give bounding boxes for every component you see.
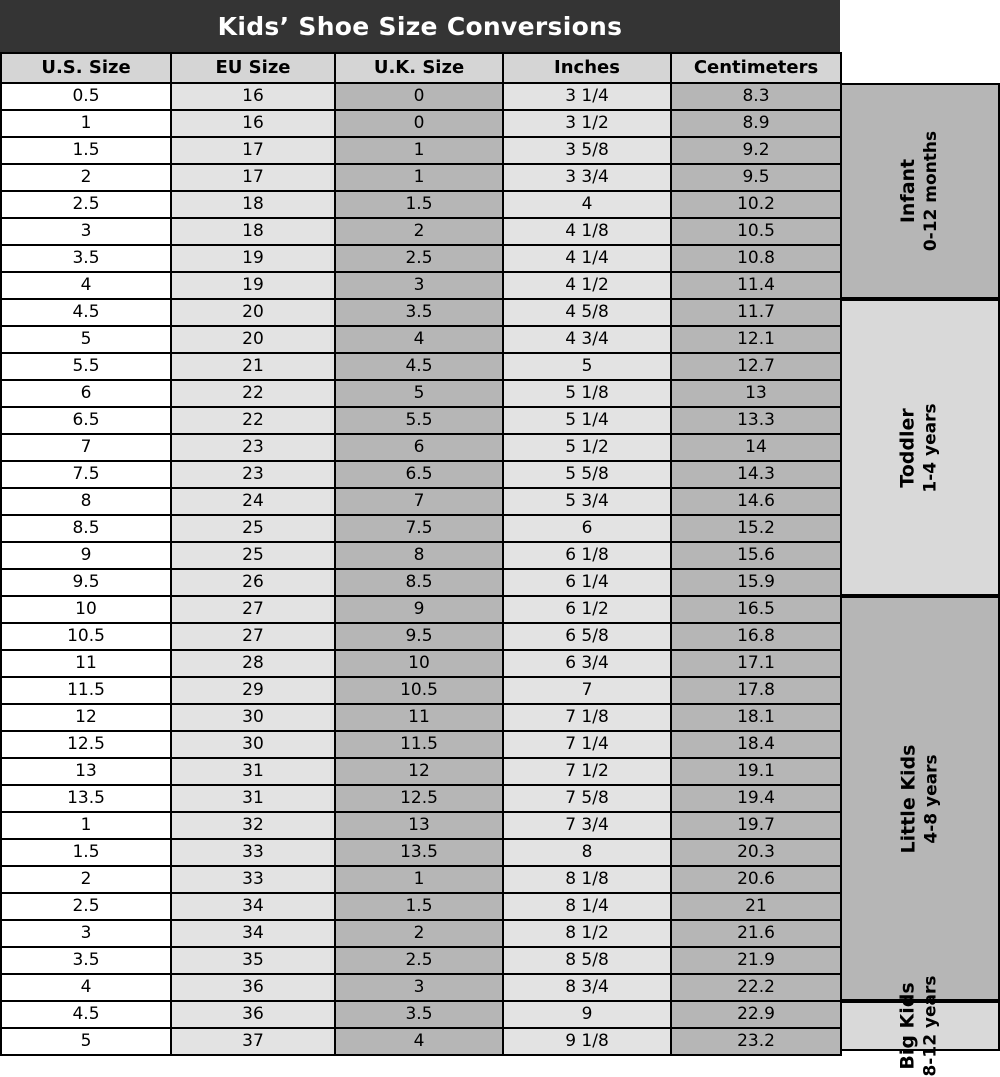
table-cell: 10.8 [671, 245, 841, 272]
table-cell: 3.5 [1, 947, 171, 974]
table-cell: 2.5 [1, 893, 171, 920]
table-cell: 7.5 [335, 515, 503, 542]
group-band-little-kids [840, 596, 1000, 1001]
table-cell: 13 [671, 380, 841, 407]
table-cell: 16 [171, 110, 335, 137]
table-cell: 3.5 [335, 299, 503, 326]
table-row [1, 839, 841, 866]
table-row [1, 380, 841, 407]
table-cell: 2.5 [335, 947, 503, 974]
table-cell: 0 [335, 110, 503, 137]
table-cell: 6 1/8 [503, 542, 671, 569]
table-row [1, 164, 841, 191]
table-cell: 25 [171, 542, 335, 569]
table-cell: 17.1 [671, 650, 841, 677]
table-cell: 11 [335, 704, 503, 731]
table-cell: 12.7 [671, 353, 841, 380]
table-cell: 0 [335, 83, 503, 110]
table-cell: 28 [171, 650, 335, 677]
table-row [1, 758, 841, 785]
table-cell: 1.5 [335, 893, 503, 920]
table-cell: 10 [335, 650, 503, 677]
table-cell: 19.7 [671, 812, 841, 839]
column-header-uk-size: U.K. Size [335, 53, 503, 83]
table-cell: 4 1/2 [503, 272, 671, 299]
table-cell: 19 [171, 245, 335, 272]
table-cell: 13 [335, 812, 503, 839]
table-cell: 29 [171, 677, 335, 704]
table-row [1, 1028, 841, 1055]
table-cell: 33 [171, 839, 335, 866]
table-cell: 20 [171, 326, 335, 353]
table-cell: 1 [335, 164, 503, 191]
table-cell: 22 [171, 407, 335, 434]
table-cell: 8.9 [671, 110, 841, 137]
table-row [1, 137, 841, 164]
table-cell: 13.5 [1, 785, 171, 812]
table-cell: 22.2 [671, 974, 841, 1001]
table-cell: 19.4 [671, 785, 841, 812]
table-cell: 11.5 [335, 731, 503, 758]
table-cell: 4.5 [335, 353, 503, 380]
table-cell: 3 3/4 [503, 164, 671, 191]
table-cell: 24 [171, 488, 335, 515]
table-cell: 8.3 [671, 83, 841, 110]
table-cell: 5.5 [335, 407, 503, 434]
column-header-us-size: U.S. Size [1, 53, 171, 83]
table-cell: 8 1/4 [503, 893, 671, 920]
table-row [1, 677, 841, 704]
table-cell: 8 [503, 839, 671, 866]
table-cell: 17.8 [671, 677, 841, 704]
table-cell: 21 [671, 893, 841, 920]
table-cell: 7 3/4 [503, 812, 671, 839]
table-cell: 5 1/8 [503, 380, 671, 407]
table-cell: 14 [671, 434, 841, 461]
table-row [1, 191, 841, 218]
table-cell: 9 [503, 1001, 671, 1028]
table-cell: 32 [171, 812, 335, 839]
table-cell: 3 1/4 [503, 83, 671, 110]
table-cell: 30 [171, 704, 335, 731]
table-cell: 22.9 [671, 1001, 841, 1028]
table-cell: 12.1 [671, 326, 841, 353]
table-cell: 35 [171, 947, 335, 974]
table-cell: 11.5 [1, 677, 171, 704]
table-cell: 4 3/4 [503, 326, 671, 353]
table-cell: 2 [1, 866, 171, 893]
column-header-inches: Inches [503, 53, 671, 83]
table-cell: 18.1 [671, 704, 841, 731]
table-row [1, 110, 841, 137]
table-cell: 11.4 [671, 272, 841, 299]
table-cell: 34 [171, 920, 335, 947]
table-cell: 12.5 [1, 731, 171, 758]
table-cell: 10 [1, 596, 171, 623]
table-row [1, 353, 841, 380]
table-cell: 6 3/4 [503, 650, 671, 677]
group-ages-toddler: 1-4 years [921, 402, 941, 493]
table-row [1, 866, 841, 893]
group-ages-little-kids: 4-8 years [920, 753, 941, 844]
table-cell: 8 1/2 [503, 920, 671, 947]
table-cell: 8.5 [1, 515, 171, 542]
table-cell: 20.6 [671, 866, 841, 893]
table-cell: 9 [1, 542, 171, 569]
group-name-big-kids: Big Kids [896, 982, 919, 1070]
table-row [1, 83, 841, 110]
table-cell: 7 5/8 [503, 785, 671, 812]
table-cell: 4 1/8 [503, 218, 671, 245]
table-cell: 15.9 [671, 569, 841, 596]
table-cell: 21.6 [671, 920, 841, 947]
group-name-little-kids: Little Kids [896, 744, 919, 853]
column-header-centimeters: Centimeters [671, 53, 841, 83]
table-cell: 17 [171, 137, 335, 164]
table-cell: 5 3/4 [503, 488, 671, 515]
table-cell: 27 [171, 596, 335, 623]
table-cell: 12.5 [335, 785, 503, 812]
group-band-infant [840, 83, 1000, 299]
table-cell: 3 [335, 272, 503, 299]
table-row [1, 1001, 841, 1028]
table-cell: 2 [335, 920, 503, 947]
table-cell: 0.5 [1, 83, 171, 110]
table-cell: 31 [171, 785, 335, 812]
table-cell: 14.3 [671, 461, 841, 488]
group-ages-big-kids: 8-12 years [920, 975, 941, 1077]
column-header-eu-size: EU Size [171, 53, 335, 83]
table-cell: 31 [171, 758, 335, 785]
table-cell: 5.5 [1, 353, 171, 380]
table-cell: 1 [1, 812, 171, 839]
table-row [1, 326, 841, 353]
table-cell: 4 [335, 326, 503, 353]
table-cell: 4 [503, 191, 671, 218]
table-cell: 9.2 [671, 137, 841, 164]
table-cell: 4 [1, 974, 171, 1001]
table-cell: 19.1 [671, 758, 841, 785]
table-row [1, 272, 841, 299]
table-cell: 1.5 [335, 191, 503, 218]
table-cell: 9.5 [1, 569, 171, 596]
table-cell: 7 1/2 [503, 758, 671, 785]
table-cell: 1 [335, 866, 503, 893]
table-row [1, 245, 841, 272]
group-ages-infant: 0-12 months [921, 130, 941, 252]
table-cell: 18 [171, 218, 335, 245]
table-cell: 2.5 [335, 245, 503, 272]
table-cell: 6.5 [335, 461, 503, 488]
header-row [1, 53, 841, 83]
table-row [1, 488, 841, 515]
table-cell: 34 [171, 893, 335, 920]
table-cell: 6 [503, 515, 671, 542]
table-cell: 12 [335, 758, 503, 785]
table-cell: 30 [171, 731, 335, 758]
table-cell: 5 1/2 [503, 434, 671, 461]
table-cell: 8 3/4 [503, 974, 671, 1001]
table-row [1, 893, 841, 920]
table-row [1, 623, 841, 650]
table-cell: 27 [171, 623, 335, 650]
table-cell: 3 1/2 [503, 110, 671, 137]
table-cell: 6 1/2 [503, 596, 671, 623]
table-cell: 21 [171, 353, 335, 380]
table-cell: 4.5 [1, 299, 171, 326]
table-cell: 11 [1, 650, 171, 677]
table-cell: 16.5 [671, 596, 841, 623]
table-row [1, 515, 841, 542]
table-cell: 3 [1, 920, 171, 947]
table-cell: 16 [171, 83, 335, 110]
table-row [1, 596, 841, 623]
table-cell: 9.5 [671, 164, 841, 191]
table-cell: 2.5 [1, 191, 171, 218]
table-cell: 26 [171, 569, 335, 596]
table-cell: 2 [1, 164, 171, 191]
table-cell: 1 [335, 137, 503, 164]
table-row [1, 461, 841, 488]
table-cell: 4 [335, 1028, 503, 1055]
table-cell: 2 [335, 218, 503, 245]
table-cell: 1.5 [1, 839, 171, 866]
table-cell: 5 1/4 [503, 407, 671, 434]
table-cell: 19 [171, 272, 335, 299]
table-cell: 18.4 [671, 731, 841, 758]
table-cell: 20.3 [671, 839, 841, 866]
table-cell: 6 [335, 434, 503, 461]
group-band-big-kids [840, 975, 1000, 1077]
table-cell: 8 [335, 542, 503, 569]
table-cell: 1.5 [1, 137, 171, 164]
table-cell: 1 [1, 110, 171, 137]
table-cell: 12 [1, 704, 171, 731]
table-row [1, 407, 841, 434]
table-cell: 5 [1, 1028, 171, 1055]
table-cell: 13.5 [335, 839, 503, 866]
table-cell: 5 [503, 353, 671, 380]
table-cell: 16.8 [671, 623, 841, 650]
table-cell: 14.6 [671, 488, 841, 515]
table-header [1, 53, 841, 83]
table-cell: 25 [171, 515, 335, 542]
page-title: Kids’ Shoe Size Conversions [217, 11, 623, 41]
table-cell: 17 [171, 164, 335, 191]
table-cell: 6 1/4 [503, 569, 671, 596]
table-row [1, 299, 841, 326]
table-row [1, 974, 841, 1001]
table-cell: 33 [171, 866, 335, 893]
table-cell: 4 [1, 272, 171, 299]
table-cell: 6 [1, 380, 171, 407]
group-band-toddler [840, 299, 1000, 596]
table-cell: 3.5 [1, 245, 171, 272]
table-body [1, 83, 841, 1055]
table-cell: 4.5 [1, 1001, 171, 1028]
table-row [1, 704, 841, 731]
table-cell: 21.9 [671, 947, 841, 974]
table-cell: 4 5/8 [503, 299, 671, 326]
table-cell: 7 [503, 677, 671, 704]
table-row [1, 947, 841, 974]
table-cell: 3 [1, 218, 171, 245]
table-cell: 6.5 [1, 407, 171, 434]
table-cell: 7 1/8 [503, 704, 671, 731]
table-cell: 5 [335, 380, 503, 407]
table-cell: 9 1/8 [503, 1028, 671, 1055]
table-cell: 15.2 [671, 515, 841, 542]
table-row [1, 569, 841, 596]
table-cell: 8 [1, 488, 171, 515]
table-cell: 23 [171, 434, 335, 461]
table-cell: 36 [171, 974, 335, 1001]
table-cell: 3.5 [335, 1001, 503, 1028]
table-cell: 3 5/8 [503, 137, 671, 164]
table-row [1, 650, 841, 677]
table-cell: 9.5 [335, 623, 503, 650]
table-cell: 23.2 [671, 1028, 841, 1055]
table-cell: 15.6 [671, 542, 841, 569]
size-conversion-table [0, 52, 842, 1056]
table-cell: 11.7 [671, 299, 841, 326]
table-row [1, 218, 841, 245]
table-cell: 8.5 [335, 569, 503, 596]
table-cell: 22 [171, 380, 335, 407]
table-cell: 6 5/8 [503, 623, 671, 650]
table-row [1, 812, 841, 839]
table-cell: 7 1/4 [503, 731, 671, 758]
table-cell: 8 5/8 [503, 947, 671, 974]
table-cell: 18 [171, 191, 335, 218]
table-cell: 10.5 [1, 623, 171, 650]
chart-title-bar [0, 0, 840, 52]
table-cell: 7.5 [1, 461, 171, 488]
table-cell: 5 [1, 326, 171, 353]
table-cell: 8 1/8 [503, 866, 671, 893]
table-cell: 5 5/8 [503, 461, 671, 488]
group-name-infant: Infant [897, 158, 919, 224]
table-cell: 4 1/4 [503, 245, 671, 272]
table-row [1, 731, 841, 758]
table-cell: 3 [335, 974, 503, 1001]
table-row [1, 434, 841, 461]
table-cell: 7 [1, 434, 171, 461]
table-cell: 10.2 [671, 191, 841, 218]
table-cell: 10.5 [671, 218, 841, 245]
group-name-toddler: Toddler [897, 407, 919, 488]
table-cell: 36 [171, 1001, 335, 1028]
table-cell: 10.5 [335, 677, 503, 704]
table-row [1, 920, 841, 947]
table-row [1, 542, 841, 569]
table-cell: 13 [1, 758, 171, 785]
table-row [1, 785, 841, 812]
table-cell: 13.3 [671, 407, 841, 434]
table-cell: 9 [335, 596, 503, 623]
table-cell: 37 [171, 1028, 335, 1055]
table-cell: 23 [171, 461, 335, 488]
table-cell: 7 [335, 488, 503, 515]
table-cell: 20 [171, 299, 335, 326]
